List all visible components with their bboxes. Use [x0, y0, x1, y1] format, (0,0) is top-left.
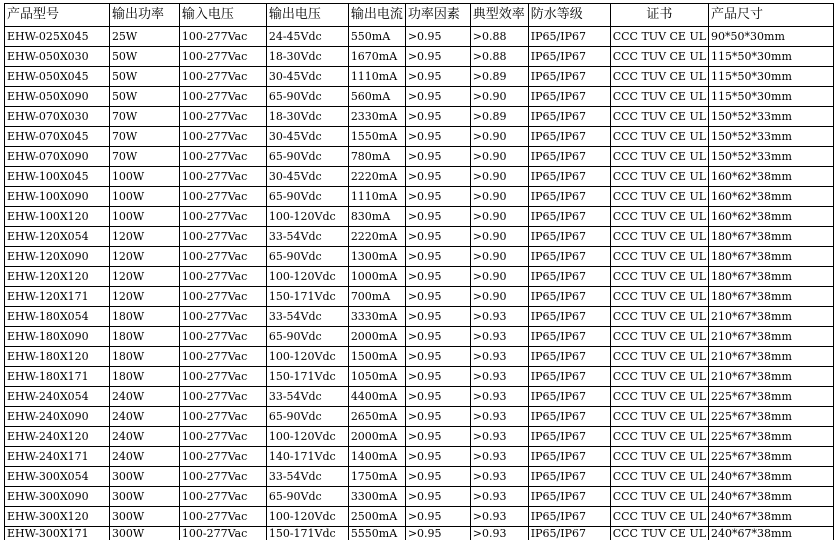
power-factor-cell: >0.95	[405, 327, 470, 347]
efficiency-cell: >0.88	[470, 47, 528, 67]
model-cell: EHW-180X054	[5, 307, 110, 327]
efficiency-cell: >0.93	[470, 327, 528, 347]
header-input-voltage: 输入电压	[179, 4, 266, 27]
ip-rating-cell: IP65/IP67	[528, 447, 610, 467]
ip-rating-cell: IP65/IP67	[528, 407, 610, 427]
output-voltage-cell: 33-54Vdc	[266, 387, 348, 407]
current-cell: 1050mA	[348, 367, 405, 387]
power-factor-cell: >0.95	[405, 427, 470, 447]
output-voltage-cell: 65-90Vdc	[266, 187, 348, 207]
model-cell: EHW-300X090	[5, 487, 110, 507]
power-factor-cell: >0.95	[405, 347, 470, 367]
certificates-cell: CCC TUV CE UL	[610, 67, 708, 87]
table-header-row	[5, 4, 834, 27]
output-voltage-cell: 33-54Vdc	[266, 467, 348, 487]
table-row	[5, 87, 834, 107]
dimensions-cell: 150*52*33mm	[709, 107, 834, 127]
current-cell: 560mA	[348, 87, 405, 107]
table-row	[5, 167, 834, 187]
current-cell: 1000mA	[348, 267, 405, 287]
input-voltage-cell: 100-277Vac	[179, 407, 266, 427]
table-row	[5, 367, 834, 387]
power-cell: 100W	[109, 207, 179, 227]
current-cell: 2650mA	[348, 407, 405, 427]
input-voltage-cell: 100-277Vac	[179, 427, 266, 447]
efficiency-cell: >0.93	[470, 387, 528, 407]
power-cell: 100W	[109, 187, 179, 207]
output-voltage-cell: 65-90Vdc	[266, 147, 348, 167]
dimensions-cell: 240*67*38mm	[709, 467, 834, 487]
output-voltage-cell: 100-120Vdc	[266, 427, 348, 447]
input-voltage-cell: 100-277Vac	[179, 467, 266, 487]
certificates-cell: CCC TUV CE UL	[610, 487, 708, 507]
ip-rating-cell: IP65/IP67	[528, 207, 610, 227]
input-voltage-cell: 100-277Vac	[179, 327, 266, 347]
dimensions-cell: 225*67*38mm	[709, 387, 834, 407]
ip-rating-cell: IP65/IP67	[528, 127, 610, 147]
power-cell: 240W	[109, 447, 179, 467]
table-row	[5, 307, 834, 327]
dimensions-cell: 240*67*38mm	[709, 527, 834, 541]
efficiency-cell: >0.90	[470, 87, 528, 107]
certificates-cell: CCC TUV CE UL	[610, 27, 708, 47]
power-factor-cell: >0.95	[405, 27, 470, 47]
current-cell: 830mA	[348, 207, 405, 227]
dimensions-cell: 115*50*30mm	[709, 87, 834, 107]
dimensions-cell: 225*67*38mm	[709, 407, 834, 427]
header-certificates: 证书	[610, 4, 708, 27]
header-model: 产品型号	[5, 4, 110, 27]
output-voltage-cell: 65-90Vdc	[266, 87, 348, 107]
output-voltage-cell: 33-54Vdc	[266, 307, 348, 327]
power-factor-cell: >0.95	[405, 507, 470, 527]
input-voltage-cell: 100-277Vac	[179, 267, 266, 287]
input-voltage-cell: 100-277Vac	[179, 107, 266, 127]
ip-rating-cell: IP65/IP67	[528, 387, 610, 407]
input-voltage-cell: 100-277Vac	[179, 287, 266, 307]
model-cell: EHW-070X045	[5, 127, 110, 147]
input-voltage-cell: 100-277Vac	[179, 367, 266, 387]
input-voltage-cell: 100-277Vac	[179, 347, 266, 367]
certificates-cell: CCC TUV CE UL	[610, 507, 708, 527]
table-row	[5, 467, 834, 487]
efficiency-cell: >0.93	[470, 367, 528, 387]
dimensions-cell: 115*50*30mm	[709, 67, 834, 87]
efficiency-cell: >0.93	[470, 467, 528, 487]
output-voltage-cell: 150-171Vdc	[266, 287, 348, 307]
ip-rating-cell: IP65/IP67	[528, 47, 610, 67]
current-cell: 5550mA	[348, 527, 405, 541]
output-voltage-cell: 100-120Vdc	[266, 507, 348, 527]
power-cell: 120W	[109, 227, 179, 247]
ip-rating-cell: IP65/IP67	[528, 427, 610, 447]
input-voltage-cell: 100-277Vac	[179, 207, 266, 227]
power-factor-cell: >0.95	[405, 227, 470, 247]
current-cell: 4400mA	[348, 387, 405, 407]
current-cell: 780mA	[348, 147, 405, 167]
efficiency-cell: >0.93	[470, 407, 528, 427]
power-cell: 240W	[109, 407, 179, 427]
output-voltage-cell: 18-30Vdc	[266, 47, 348, 67]
power-cell: 240W	[109, 427, 179, 447]
efficiency-cell: >0.89	[470, 67, 528, 87]
current-cell: 2000mA	[348, 427, 405, 447]
table-body	[5, 27, 834, 541]
power-cell: 180W	[109, 347, 179, 367]
certificates-cell: CCC TUV CE UL	[610, 167, 708, 187]
power-factor-cell: >0.95	[405, 47, 470, 67]
certificates-cell: CCC TUV CE UL	[610, 287, 708, 307]
model-cell: EHW-120X090	[5, 247, 110, 267]
table-row	[5, 207, 834, 227]
model-cell: EHW-240X054	[5, 387, 110, 407]
power-cell: 120W	[109, 247, 179, 267]
output-voltage-cell: 30-45Vdc	[266, 127, 348, 147]
dimensions-cell: 90*50*30mm	[709, 27, 834, 47]
certificates-cell: CCC TUV CE UL	[610, 127, 708, 147]
input-voltage-cell: 100-277Vac	[179, 227, 266, 247]
current-cell: 1110mA	[348, 67, 405, 87]
ip-rating-cell: IP65/IP67	[528, 147, 610, 167]
certificates-cell: CCC TUV CE UL	[610, 367, 708, 387]
power-cell: 50W	[109, 67, 179, 87]
power-cell: 100W	[109, 167, 179, 187]
ip-rating-cell: IP65/IP67	[528, 227, 610, 247]
certificates-cell: CCC TUV CE UL	[610, 467, 708, 487]
output-voltage-cell: 65-90Vdc	[266, 247, 348, 267]
efficiency-cell: >0.93	[470, 527, 528, 541]
current-cell: 1400mA	[348, 447, 405, 467]
power-cell: 180W	[109, 367, 179, 387]
dimensions-cell: 180*67*38mm	[709, 247, 834, 267]
output-voltage-cell: 150-171Vdc	[266, 527, 348, 541]
power-factor-cell: >0.95	[405, 127, 470, 147]
power-factor-cell: >0.95	[405, 467, 470, 487]
ip-rating-cell: IP65/IP67	[528, 307, 610, 327]
efficiency-cell: >0.93	[470, 347, 528, 367]
ip-rating-cell: IP65/IP67	[528, 527, 610, 541]
table-row	[5, 107, 834, 127]
power-cell: 120W	[109, 287, 179, 307]
input-voltage-cell: 100-277Vac	[179, 187, 266, 207]
current-cell: 1550mA	[348, 127, 405, 147]
current-cell: 2500mA	[348, 507, 405, 527]
model-cell: EHW-240X120	[5, 427, 110, 447]
efficiency-cell: >0.89	[470, 107, 528, 127]
power-cell: 70W	[109, 147, 179, 167]
current-cell: 1500mA	[348, 347, 405, 367]
input-voltage-cell: 100-277Vac	[179, 167, 266, 187]
power-factor-cell: >0.95	[405, 147, 470, 167]
power-cell: 300W	[109, 467, 179, 487]
input-voltage-cell: 100-277Vac	[179, 387, 266, 407]
current-cell: 3300mA	[348, 487, 405, 507]
efficiency-cell: >0.93	[470, 447, 528, 467]
power-factor-cell: >0.95	[405, 367, 470, 387]
ip-rating-cell: IP65/IP67	[528, 67, 610, 87]
power-factor-cell: >0.95	[405, 487, 470, 507]
power-factor-cell: >0.95	[405, 407, 470, 427]
table-row	[5, 27, 834, 47]
efficiency-cell: >0.90	[470, 147, 528, 167]
current-cell: 2220mA	[348, 167, 405, 187]
input-voltage-cell: 100-277Vac	[179, 447, 266, 467]
dimensions-cell: 240*67*38mm	[709, 507, 834, 527]
output-voltage-cell: 65-90Vdc	[266, 487, 348, 507]
model-cell: EHW-050X030	[5, 47, 110, 67]
table-row	[5, 507, 834, 527]
ip-rating-cell: IP65/IP67	[528, 107, 610, 127]
output-voltage-cell: 100-120Vdc	[266, 267, 348, 287]
efficiency-cell: >0.90	[470, 287, 528, 307]
ip-rating-cell: IP65/IP67	[528, 367, 610, 387]
current-cell: 1300mA	[348, 247, 405, 267]
power-factor-cell: >0.95	[405, 107, 470, 127]
power-cell: 240W	[109, 387, 179, 407]
power-factor-cell: >0.95	[405, 187, 470, 207]
certificates-cell: CCC TUV CE UL	[610, 387, 708, 407]
input-voltage-cell: 100-277Vac	[179, 507, 266, 527]
model-cell: EHW-180X090	[5, 327, 110, 347]
input-voltage-cell: 100-277Vac	[179, 487, 266, 507]
dimensions-cell: 180*67*38mm	[709, 227, 834, 247]
model-cell: EHW-100X045	[5, 167, 110, 187]
input-voltage-cell: 100-277Vac	[179, 47, 266, 67]
table-row	[5, 327, 834, 347]
model-cell: EHW-180X120	[5, 347, 110, 367]
certificates-cell: CCC TUV CE UL	[610, 107, 708, 127]
table-row	[5, 67, 834, 87]
certificates-cell: CCC TUV CE UL	[610, 247, 708, 267]
input-voltage-cell: 100-277Vac	[179, 307, 266, 327]
efficiency-cell: >0.90	[470, 207, 528, 227]
header-efficiency: 典型效率	[470, 4, 528, 27]
current-cell: 700mA	[348, 287, 405, 307]
certificates-cell: CCC TUV CE UL	[610, 347, 708, 367]
certificates-cell: CCC TUV CE UL	[610, 407, 708, 427]
current-cell: 550mA	[348, 27, 405, 47]
efficiency-cell: >0.93	[470, 507, 528, 527]
input-voltage-cell: 100-277Vac	[179, 527, 266, 541]
output-voltage-cell: 30-45Vdc	[266, 167, 348, 187]
power-factor-cell: >0.95	[405, 267, 470, 287]
power-cell: 300W	[109, 527, 179, 541]
ip-rating-cell: IP65/IP67	[528, 287, 610, 307]
power-factor-cell: >0.95	[405, 207, 470, 227]
model-cell: EHW-050X045	[5, 67, 110, 87]
output-voltage-cell: 65-90Vdc	[266, 407, 348, 427]
dimensions-cell: 160*62*38mm	[709, 167, 834, 187]
dimensions-cell: 210*67*38mm	[709, 327, 834, 347]
power-cell: 50W	[109, 87, 179, 107]
current-cell: 2000mA	[348, 327, 405, 347]
table-row	[5, 187, 834, 207]
certificates-cell: CCC TUV CE UL	[610, 267, 708, 287]
input-voltage-cell: 100-277Vac	[179, 247, 266, 267]
power-factor-cell: >0.95	[405, 527, 470, 541]
ip-rating-cell: IP65/IP67	[528, 187, 610, 207]
certificates-cell: CCC TUV CE UL	[610, 447, 708, 467]
current-cell: 1110mA	[348, 187, 405, 207]
header-output-power: 输出功率	[109, 4, 179, 27]
efficiency-cell: >0.93	[470, 307, 528, 327]
model-cell: EHW-120X171	[5, 287, 110, 307]
table-row	[5, 347, 834, 367]
dimensions-cell: 225*67*38mm	[709, 427, 834, 447]
model-cell: EHW-100X120	[5, 207, 110, 227]
model-cell: EHW-180X171	[5, 367, 110, 387]
table-row	[5, 47, 834, 67]
table-row	[5, 447, 834, 467]
power-cell: 50W	[109, 47, 179, 67]
ip-rating-cell: IP65/IP67	[528, 247, 610, 267]
power-cell: 180W	[109, 327, 179, 347]
output-voltage-cell: 18-30Vdc	[266, 107, 348, 127]
table-row	[5, 247, 834, 267]
power-cell: 25W	[109, 27, 179, 47]
ip-rating-cell: IP65/IP67	[528, 167, 610, 187]
output-voltage-cell: 30-45Vdc	[266, 67, 348, 87]
output-voltage-cell: 150-171Vdc	[266, 367, 348, 387]
model-cell: EHW-240X171	[5, 447, 110, 467]
ip-rating-cell: IP65/IP67	[528, 467, 610, 487]
power-cell: 180W	[109, 307, 179, 327]
output-voltage-cell: 65-90Vdc	[266, 327, 348, 347]
table-row	[5, 127, 834, 147]
model-cell: EHW-300X120	[5, 507, 110, 527]
model-cell: EHW-050X090	[5, 87, 110, 107]
ip-rating-cell: IP65/IP67	[528, 487, 610, 507]
certificates-cell: CCC TUV CE UL	[610, 87, 708, 107]
dimensions-cell: 180*67*38mm	[709, 287, 834, 307]
dimensions-cell: 160*62*38mm	[709, 207, 834, 227]
efficiency-cell: >0.88	[470, 27, 528, 47]
efficiency-cell: >0.90	[470, 247, 528, 267]
ip-rating-cell: IP65/IP67	[528, 347, 610, 367]
table-row	[5, 387, 834, 407]
model-cell: EHW-100X090	[5, 187, 110, 207]
input-voltage-cell: 100-277Vac	[179, 127, 266, 147]
ip-rating-cell: IP65/IP67	[528, 327, 610, 347]
efficiency-cell: >0.93	[470, 427, 528, 447]
dimensions-cell: 225*67*38mm	[709, 447, 834, 467]
certificates-cell: CCC TUV CE UL	[610, 327, 708, 347]
power-factor-cell: >0.95	[405, 287, 470, 307]
dimensions-cell: 115*50*30mm	[709, 47, 834, 67]
current-cell: 3330mA	[348, 307, 405, 327]
ip-rating-cell: IP65/IP67	[528, 267, 610, 287]
model-cell: EHW-025X045	[5, 27, 110, 47]
table-row	[5, 527, 834, 541]
efficiency-cell: >0.90	[470, 227, 528, 247]
output-voltage-cell: 100-120Vdc	[266, 347, 348, 367]
efficiency-cell: >0.90	[470, 167, 528, 187]
power-cell: 70W	[109, 127, 179, 147]
dimensions-cell: 160*62*38mm	[709, 187, 834, 207]
input-voltage-cell: 100-277Vac	[179, 67, 266, 87]
input-voltage-cell: 100-277Vac	[179, 87, 266, 107]
current-cell: 2330mA	[348, 107, 405, 127]
power-factor-cell: >0.95	[405, 67, 470, 87]
power-factor-cell: >0.95	[405, 387, 470, 407]
product-spec-table	[4, 3, 834, 540]
certificates-cell: CCC TUV CE UL	[610, 147, 708, 167]
table-row	[5, 147, 834, 167]
efficiency-cell: >0.93	[470, 487, 528, 507]
dimensions-cell: 150*52*33mm	[709, 147, 834, 167]
output-voltage-cell: 140-171Vdc	[266, 447, 348, 467]
power-cell: 70W	[109, 107, 179, 127]
power-cell: 120W	[109, 267, 179, 287]
dimensions-cell: 210*67*38mm	[709, 307, 834, 327]
efficiency-cell: >0.90	[470, 187, 528, 207]
current-cell: 1670mA	[348, 47, 405, 67]
output-voltage-cell: 33-54Vdc	[266, 227, 348, 247]
power-factor-cell: >0.95	[405, 247, 470, 267]
dimensions-cell: 180*67*38mm	[709, 267, 834, 287]
ip-rating-cell: IP65/IP67	[528, 507, 610, 527]
model-cell: EHW-070X030	[5, 107, 110, 127]
model-cell: EHW-070X090	[5, 147, 110, 167]
efficiency-cell: >0.90	[470, 267, 528, 287]
header-power-factor: 功率因素	[405, 4, 470, 27]
certificates-cell: CCC TUV CE UL	[610, 307, 708, 327]
power-factor-cell: >0.95	[405, 307, 470, 327]
power-cell: 300W	[109, 487, 179, 507]
model-cell: EHW-120X120	[5, 267, 110, 287]
dimensions-cell: 150*52*33mm	[709, 127, 834, 147]
table-row	[5, 427, 834, 447]
header-dimensions: 产品尺寸	[709, 4, 834, 27]
header-output-current: 输出电流	[348, 4, 405, 27]
table-row	[5, 487, 834, 507]
power-factor-cell: >0.95	[405, 447, 470, 467]
current-cell: 1750mA	[348, 467, 405, 487]
output-voltage-cell: 24-45Vdc	[266, 27, 348, 47]
ip-rating-cell: IP65/IP67	[528, 27, 610, 47]
model-cell: EHW-240X090	[5, 407, 110, 427]
power-cell: 300W	[109, 507, 179, 527]
table-row	[5, 287, 834, 307]
certificates-cell: CCC TUV CE UL	[610, 527, 708, 541]
current-cell: 2220mA	[348, 227, 405, 247]
header-output-voltage: 输出电压	[266, 4, 348, 27]
certificates-cell: CCC TUV CE UL	[610, 47, 708, 67]
table-row	[5, 407, 834, 427]
model-cell: EHW-300X171	[5, 527, 110, 541]
table-row	[5, 267, 834, 287]
table-row	[5, 227, 834, 247]
input-voltage-cell: 100-277Vac	[179, 147, 266, 167]
output-voltage-cell: 100-120Vdc	[266, 207, 348, 227]
ip-rating-cell: IP65/IP67	[528, 87, 610, 107]
certificates-cell: CCC TUV CE UL	[610, 187, 708, 207]
model-cell: EHW-300X054	[5, 467, 110, 487]
input-voltage-cell: 100-277Vac	[179, 27, 266, 47]
certificates-cell: CCC TUV CE UL	[610, 427, 708, 447]
certificates-cell: CCC TUV CE UL	[610, 227, 708, 247]
dimensions-cell: 240*67*38mm	[709, 487, 834, 507]
power-factor-cell: >0.95	[405, 167, 470, 187]
dimensions-cell: 210*67*38mm	[709, 367, 834, 387]
efficiency-cell: >0.90	[470, 127, 528, 147]
model-cell: EHW-120X054	[5, 227, 110, 247]
power-factor-cell: >0.95	[405, 87, 470, 107]
dimensions-cell: 210*67*38mm	[709, 347, 834, 367]
certificates-cell: CCC TUV CE UL	[610, 207, 708, 227]
header-ip-rating: 防水等级	[528, 4, 610, 27]
